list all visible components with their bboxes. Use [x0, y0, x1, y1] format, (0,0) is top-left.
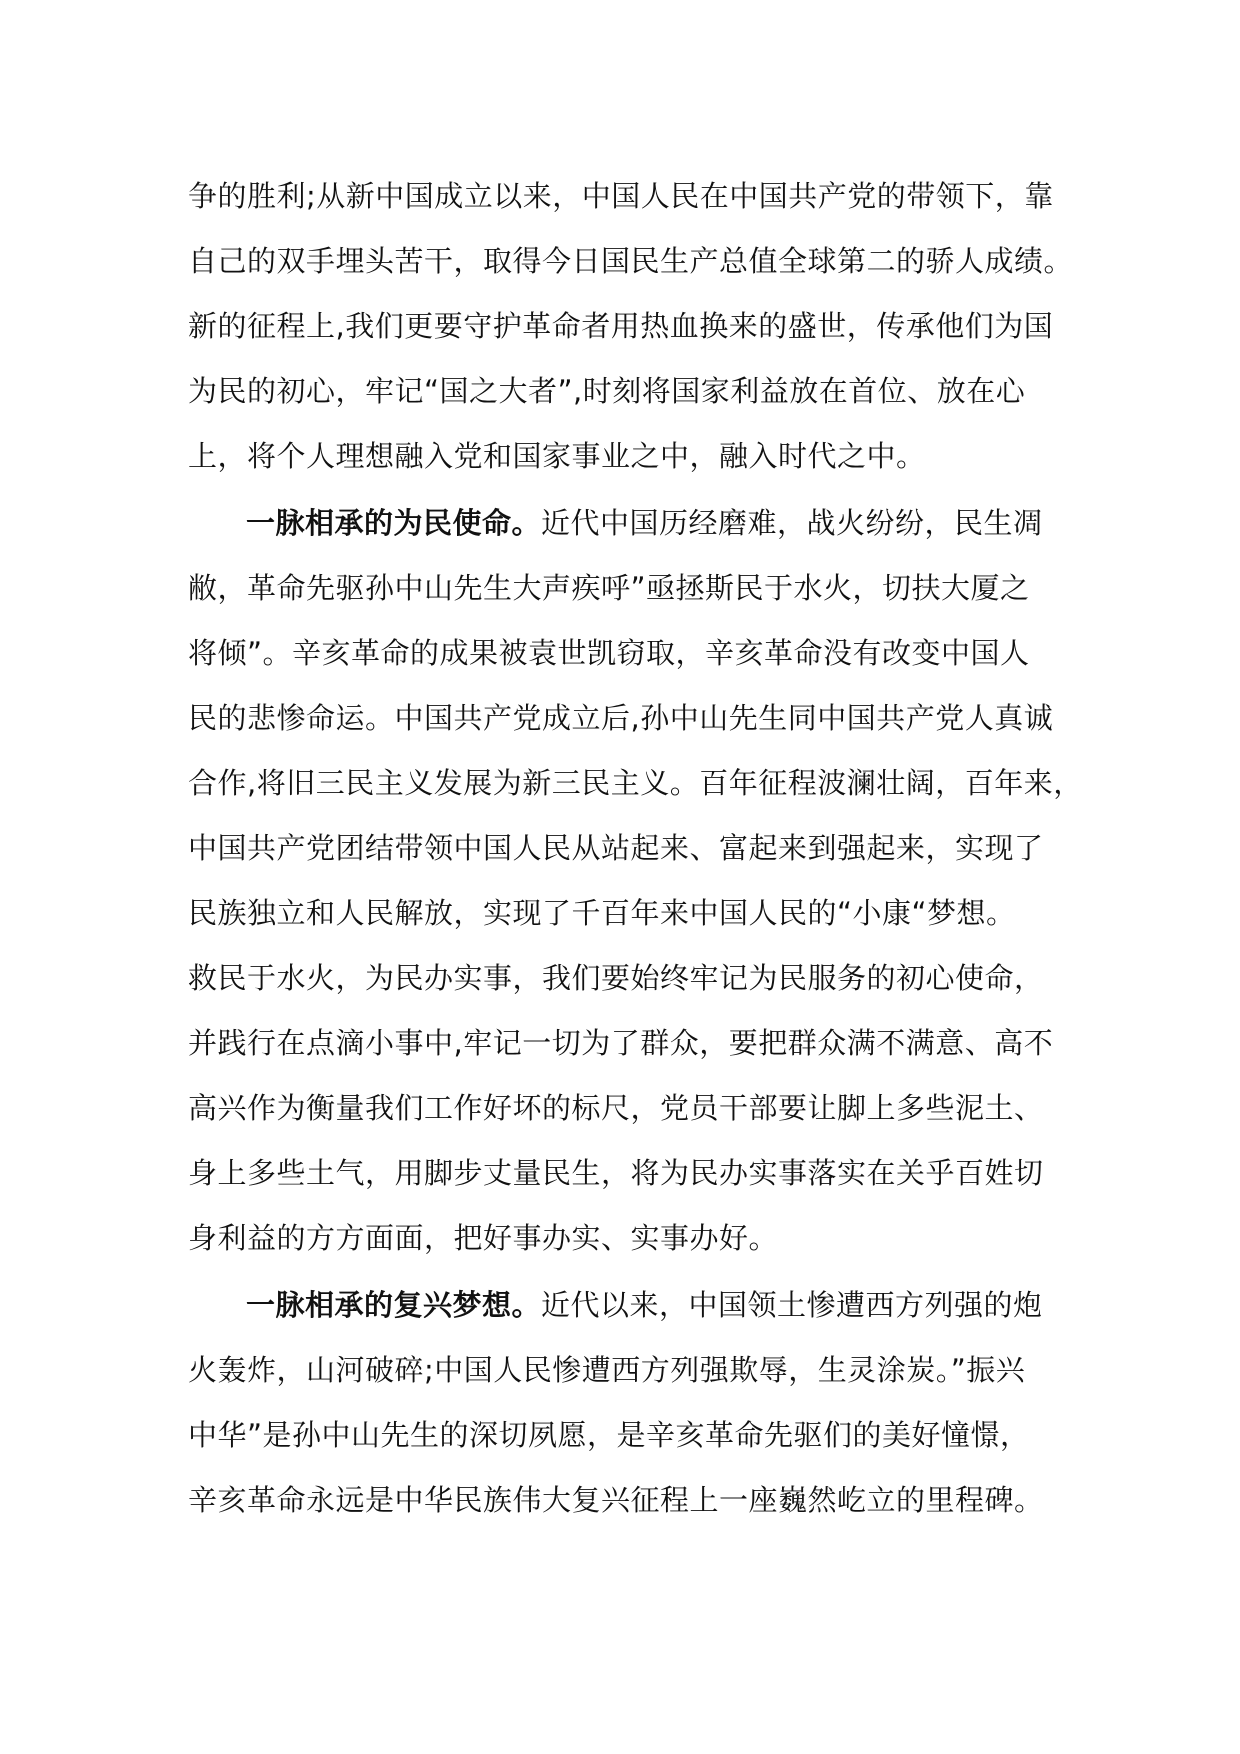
text-line	[188, 491, 1068, 556]
text-line: 火轰炸，山河破碎;中国人民惨遭西方列强欺辱，生灵涂炭。”振兴	[188, 1353, 1026, 1387]
text-line: 中国共产党团结带领中国人民从站起来、富起来到强起来，实现了	[188, 831, 1044, 865]
text-line: 为民的初心，牢记“国之大者”,时刻将国家利益放在首位、放在心	[188, 374, 1026, 408]
text-line: 争的胜利;从新中国成立以来，中国人民在中国共产党的带领下，靠	[188, 179, 1054, 213]
text-line: 并践行在点滴小事中,牢记一切为了群众，要把群众满不满意、高不	[188, 1026, 1054, 1060]
text-line: 辛亥革命永远是中华民族伟大复兴征程上一座巍然屹立的里程碑。	[188, 1483, 1044, 1517]
text-line: 自己的双手埋头苦干，取得今日国民生产总值全球第二的骄人成绩。	[188, 244, 1074, 278]
text-line: 新的征程上,我们更要守护革命者用热血换来的盛世，传承他们为国	[188, 309, 1054, 343]
text-line: 民的悲惨命运。中国共产党成立后,孙中山先生同中国共产党人真诚	[188, 701, 1054, 735]
text-line: 救民于水火，为民办实事，我们要始终牢记为民服务的初心使命，	[188, 961, 1044, 995]
text-line: 敝，革命先驱孙中山先生大声疾呼”亟拯斯民于水火，切扶大厦之	[188, 571, 1030, 605]
text-line: 合作,将旧三民主义发展为新三民主义。百年征程波澜壮阔，百年来，	[188, 766, 1083, 800]
text-line: 中华”是孙中山先生的深切夙愿，是辛亥革命先驱们的美好憧憬，	[188, 1418, 1030, 1452]
paragraph-section-2	[188, 1273, 1068, 1533]
section-text: 近代以来，中国领土惨遭西方列强的炮	[541, 1288, 1043, 1322]
text-line: 上，将个人理想融入党和国家事业之中，融入时代之中。	[188, 439, 926, 473]
section-heading: 一脉相承的复兴梦想。	[246, 1288, 542, 1322]
text-line: 民族独立和人民解放，实现了千百年来中国人民的“小康“梦想。	[188, 896, 1016, 930]
text-line: 身利益的方方面面，把好事办实、实事办好。	[188, 1221, 779, 1255]
paragraph-section-1	[188, 491, 1083, 1271]
section-heading: 一脉相承的为民使命。	[246, 506, 542, 540]
paragraph-intro	[188, 164, 1074, 489]
text-line	[188, 1273, 1068, 1338]
text-line: 身上多些土气，用脚步丈量民生，将为民办实事落实在关乎百姓切	[188, 1156, 1044, 1190]
section-text: 近代中国历经磨难，战火纷纷，民生凋	[541, 506, 1043, 540]
text-line: 高兴作为衡量我们工作好坏的标尺，党员干部要让脚上多些泥土、	[188, 1091, 1044, 1125]
document-body	[188, 164, 1083, 1533]
text-line: 将倾”。辛亥革命的成果被袁世凯窃取，辛亥革命没有改变中国人	[188, 636, 1030, 670]
